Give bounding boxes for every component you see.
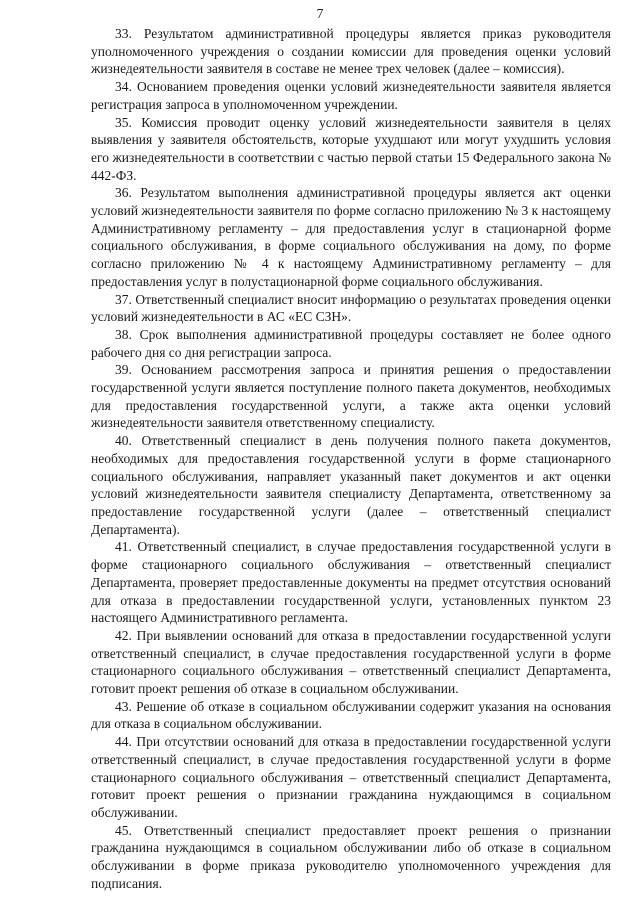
paragraph-41: 41. Ответственный специалист, в случае предоставления государственной услуги в форме стационарного социального обслуживания – ответственный специалист Департамента, проверяет предоставленные документы на предмет отсутствия оснований для отказа в предоставлении государственной услуги, установленных пунктом 23 настоящего Административного регламента. (91, 539, 611, 626)
paragraph-44: 44. При отсутствии оснований для отказа в предоставлении государственной услуги ответственный специалист, в случае предоставления государственной услуги в форме стационарного социального обслуживания – ответственный специалист Департамента, готовит проект решения о признании гражданина нуждающимся в социальном обслуживании. (91, 734, 611, 820)
paragraph-34: 34. Основанием проведения оценки условий жизнедеятельности заявителя является регистрация запроса в уполномоченном учреждении. (91, 79, 611, 112)
paragraph-40: 40. Ответственный специалист в день получения полного пакета документов, необходимых для предоставления государственной услуги в форме стационарного социального обслуживания, направляет указанный пакет документов и акт оценки условий жизнедеятельности заявителя специалисту Департамента, ответственному за предоставление государственной услуги (далее – ответственный специалист Департамента). (91, 433, 611, 537)
paragraph-39: 39. Основанием рассмотрения запроса и принятия решения о предоставлении государственной услуги является поступление полного пакета документов, необходимых для предоставления государственной услуги, а также акта оценки условий жизнедеятельности заявителя ответственному специалисту. (91, 362, 611, 431)
paragraph-37: 37. Ответственный специалист вносит информацию о результатах проведения оценки условий жизнедеятельности в АС «ЕС СЗН». (91, 291, 611, 325)
paragraph-33: 33. Результатом административной процедуры является приказ руководителя уполномоченного учреждения о создании комиссии для проведения оценки условий жизнедеятельности заявителя в составе не менее трех человек (далее – комиссия). (91, 26, 611, 77)
page-number: 7 (316, 6, 324, 21)
paragraph-38: 38. Срок выполнения административной процедуры составляет не более одного рабочего дня со дня регистрации запроса. (91, 326, 611, 360)
paragraph-42: 42. При выявлении оснований для отказа в предоставлении государственной услуги ответственный специалист, в случае предоставления государственной услуги в форме стационарного социального обслуживания – ответственный специалист Департамента, готовит проект решения об отказе в социальном обслуживании. (91, 627, 611, 697)
paragraph-45: 45. Ответственный специалист предоставляет проект решения о признании гражданина нуждающимся в социальном обслуживании либо об отказе в социальном обслуживании в форме приказа руководителю уполномоченного учреждения для подписания. (91, 822, 611, 891)
paragraph-43: 43. Решение об отказе в социальном обслуживании содержит указания на основания для отказа в социальном обслуживании. (91, 698, 611, 732)
paragraph-36: 36. Результатом выполнения административной процедуры является акт оценки условий жизнедеятельности заявителя по форме согласно приложению № 3 к настоящему Административному регламенту – для предоставления услуг в стационарной форме социального обслуживания, в форме социального обслуживания на дому, по форме согласно приложению № 4 к настоящему Административному регламенту – для предоставления услуг в полустационарной форме социального обслуживания. (91, 185, 611, 289)
document-body (91, 25, 611, 892)
paragraph-35: 35. Комиссия проводит оценку условий жизнедеятельности заявителя в целях выявления у заявителя обстоятельств, которые ухудшают или могут ухудшить условия его жизнедеятельности в соответствии с частью первой статьи 15 Федерального закона № 442-ФЗ. (91, 114, 611, 183)
